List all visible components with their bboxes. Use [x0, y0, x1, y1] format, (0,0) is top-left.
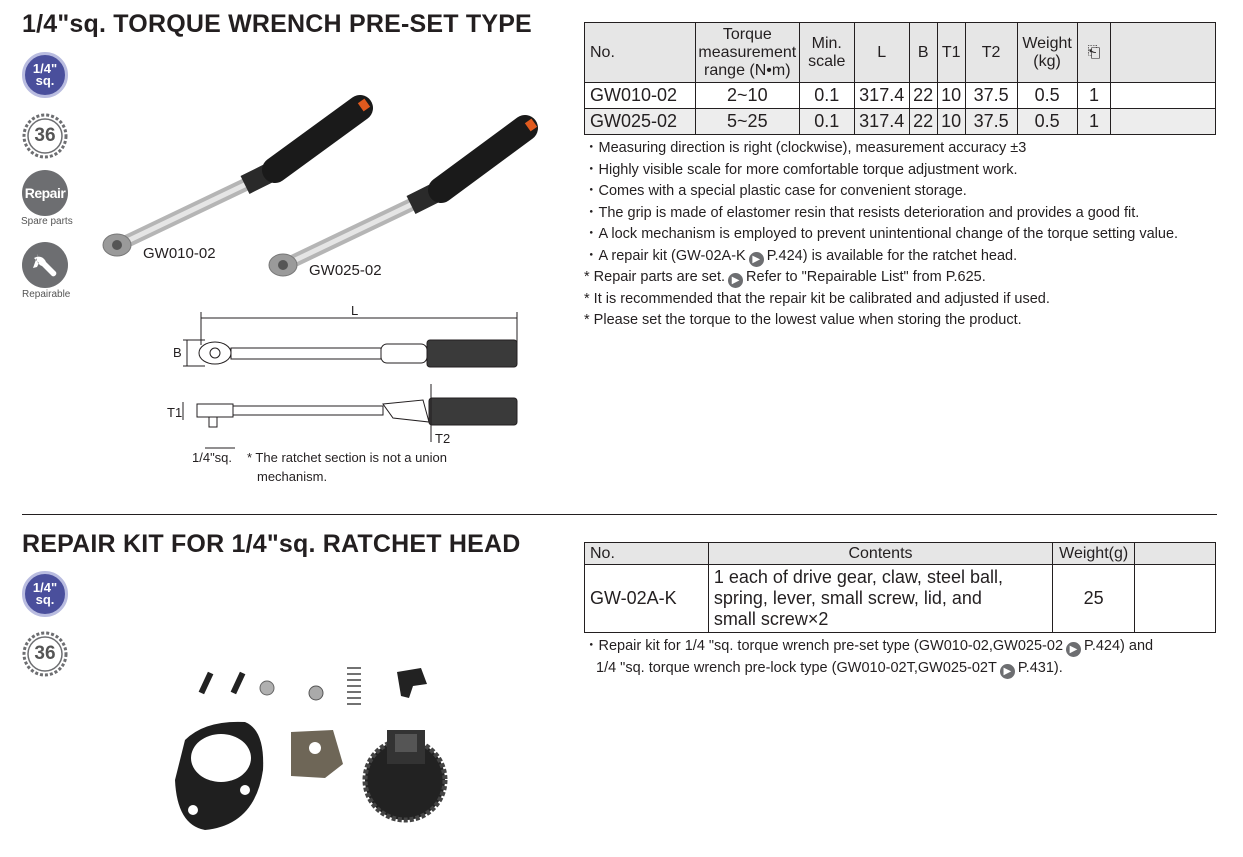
- section-divider: [22, 514, 1217, 515]
- gear-teeth-count: 36: [34, 125, 56, 146]
- drawing-note-line2: mechanism.: [257, 469, 328, 484]
- cell-T1: 10: [937, 109, 965, 135]
- arrow-right-circle-icon: ▶: [1066, 642, 1081, 657]
- col-header-no: No.: [585, 23, 696, 83]
- note-item: * It is recommended that the repair kit be calibrated and adjusted if used.: [584, 290, 1050, 307]
- col-header-T1: T1: [937, 23, 965, 83]
- note-item: ・A lock mechanism is employed to prevent unintentional change of the torque setting value.: [584, 226, 1179, 242]
- cell-blank: [1111, 109, 1216, 135]
- repair-badge: [22, 170, 68, 216]
- cell-no: GW-02A-K: [585, 565, 709, 633]
- sq-badge-size: 1/4": [32, 61, 58, 76]
- note-item: ・Measuring direction is right (clockwise), measurement accuracy ±3: [584, 140, 1027, 156]
- note-item: [584, 246, 1178, 268]
- col-header-blank: [1135, 543, 1216, 565]
- note-line2-pre: 1/4 "sq. torque wrench pre-lock type (GW010-02T,GW025-02T: [596, 659, 997, 676]
- repair-kit-table: [584, 542, 1216, 633]
- spec-table: [584, 22, 1216, 135]
- arrow-right-circle-icon: ▶: [749, 252, 764, 267]
- col-header-weight-1: Weight: [1022, 34, 1072, 52]
- gear-teeth-badge: [22, 631, 68, 677]
- wrench-image-gw010-02: [103, 99, 370, 256]
- col-header-min: [799, 23, 854, 83]
- col-header-min-2: scale: [808, 52, 846, 70]
- spec-notes: [584, 138, 1178, 332]
- table-row: [585, 109, 1216, 135]
- sq-badge-unit: sq.: [35, 73, 55, 88]
- cell-blank: [1111, 83, 1216, 109]
- cell-B: 22: [909, 83, 937, 109]
- repair-kit-parts-image: [165, 660, 465, 840]
- col-header-T2: T2: [965, 23, 1017, 83]
- cell-pack: 1: [1077, 83, 1111, 109]
- spare-parts-caption: Spare parts: [21, 216, 73, 227]
- contents-line-3: small screw×2: [713, 609, 829, 629]
- note-kit-post: P.424) is available for the ratchet head.: [766, 247, 1018, 264]
- product-label-gw025-02: GW025-02: [309, 262, 382, 279]
- col-header-weight: Weight(g): [1053, 543, 1135, 565]
- note-parts-pre: * Repair parts are set.: [584, 269, 726, 285]
- repairable-badge: [22, 242, 68, 288]
- arrow-right-circle-icon: ▶: [1000, 664, 1015, 679]
- col-header-blank: [1111, 23, 1216, 83]
- quarter-inch-sq-badge: [22, 571, 68, 617]
- spec-table-header: [585, 23, 1216, 83]
- dim-label-sq: 1/4"sq.: [192, 450, 233, 465]
- quarter-inch-sq-badge: [22, 52, 68, 98]
- cell-no: GW025-02: [585, 109, 696, 135]
- note-parts-post: Refer to "Repairable List" from P.625.: [746, 269, 986, 285]
- cell-range: 5~25: [695, 109, 799, 135]
- cell-pack: 1: [1077, 109, 1111, 135]
- col-header-B: B: [909, 23, 937, 83]
- page-title-torque-wrench: 1/4"sq. TORQUE WRENCH PRE-SET TYPE: [22, 10, 532, 38]
- col-header-range-2: measurement: [698, 43, 797, 61]
- col-header-weight: [1017, 23, 1077, 83]
- cell-min: 0.1: [799, 109, 854, 135]
- note-kit-pre: ・A repair kit (GW-02A-K: [584, 247, 746, 264]
- cell-L: 317.4: [854, 109, 909, 135]
- repairable-caption: Repairable: [22, 289, 71, 300]
- sq-badge-size: 1/4": [32, 580, 58, 595]
- cell-weight: 0.5: [1017, 109, 1077, 135]
- col-header-range: [695, 23, 799, 83]
- cell-range: 2~10: [695, 83, 799, 109]
- table-row: [585, 565, 1216, 633]
- col-header-min-1: Min.: [811, 34, 842, 52]
- note-item: [584, 636, 1153, 658]
- note-item: * Please set the torque to the lowest value when storing the product.: [584, 312, 1022, 328]
- cell-weight: 0.5: [1017, 83, 1077, 109]
- note-item: ・Highly visible scale for more comfortable torque adjustment work.: [584, 161, 1018, 178]
- repair-kit-table-header: [585, 543, 1216, 565]
- note-line1-pre: ・Repair kit for 1/4 "sq. torque wrench pre-set type (GW010-02,GW025-02: [584, 638, 1064, 654]
- cell-L: 317.4: [854, 83, 909, 109]
- note-item: ・The grip is made of elastomer resin that resists deterioration and provides a good fit.: [584, 204, 1140, 221]
- note-item: ・Comes with a special plastic case for convenient storage.: [584, 183, 967, 199]
- cell-B: 22: [909, 109, 937, 135]
- contents-line-2: spring, lever, small screw, lid, and: [713, 588, 982, 608]
- gear-teeth-badge: [22, 113, 68, 159]
- col-header-no: No.: [585, 543, 709, 565]
- cell-T1: 10: [937, 83, 965, 109]
- col-header-contents: Contents: [708, 543, 1052, 565]
- dim-label-T1: T1: [167, 405, 183, 420]
- package-icon: ⎗: [1077, 23, 1111, 83]
- cell-T2: 37.5: [965, 83, 1017, 109]
- note-item: [584, 267, 1178, 289]
- dim-label-L: L: [351, 303, 359, 318]
- contents-line-1: 1 each of drive gear, claw, steel ball,: [713, 567, 1003, 587]
- sq-badge-unit: sq.: [35, 592, 55, 607]
- drawing-note-line1: * The ratchet section is not a union: [247, 450, 447, 465]
- dimension-drawing: [165, 300, 545, 450]
- small-screw-icon: [199, 672, 246, 694]
- col-header-weight-2: (kg): [1033, 52, 1061, 70]
- cell-no: GW010-02: [585, 83, 696, 109]
- arrow-right-circle-icon: ▶: [728, 273, 743, 288]
- col-header-range-3: range (N•m): [704, 61, 791, 79]
- repair-badge-label: Repair: [24, 185, 66, 201]
- cell-blank: [1135, 565, 1216, 633]
- wrench-icon: [30, 250, 60, 280]
- page-title-repair-kit: REPAIR KIT FOR 1/4"sq. RATCHET HEAD: [22, 530, 521, 558]
- product-label-gw010-02: GW010-02: [143, 245, 216, 262]
- gear-teeth-count: 36: [34, 643, 56, 664]
- col-header-range-1: Torque: [722, 25, 772, 43]
- cell-contents: [708, 565, 1052, 633]
- cell-weight: 25: [1053, 565, 1135, 633]
- repair-kit-notes: [584, 636, 1153, 679]
- note-line1-post: P.424) and: [1084, 638, 1154, 654]
- table-row: [585, 83, 1216, 109]
- col-header-L: L: [854, 23, 909, 83]
- note-line2-post: P.431).: [1017, 659, 1063, 676]
- note-item: [584, 658, 1153, 680]
- cell-min: 0.1: [799, 83, 854, 109]
- cell-T2: 37.5: [965, 109, 1017, 135]
- dim-label-T2: T2: [435, 431, 451, 446]
- dim-label-B: B: [173, 345, 182, 360]
